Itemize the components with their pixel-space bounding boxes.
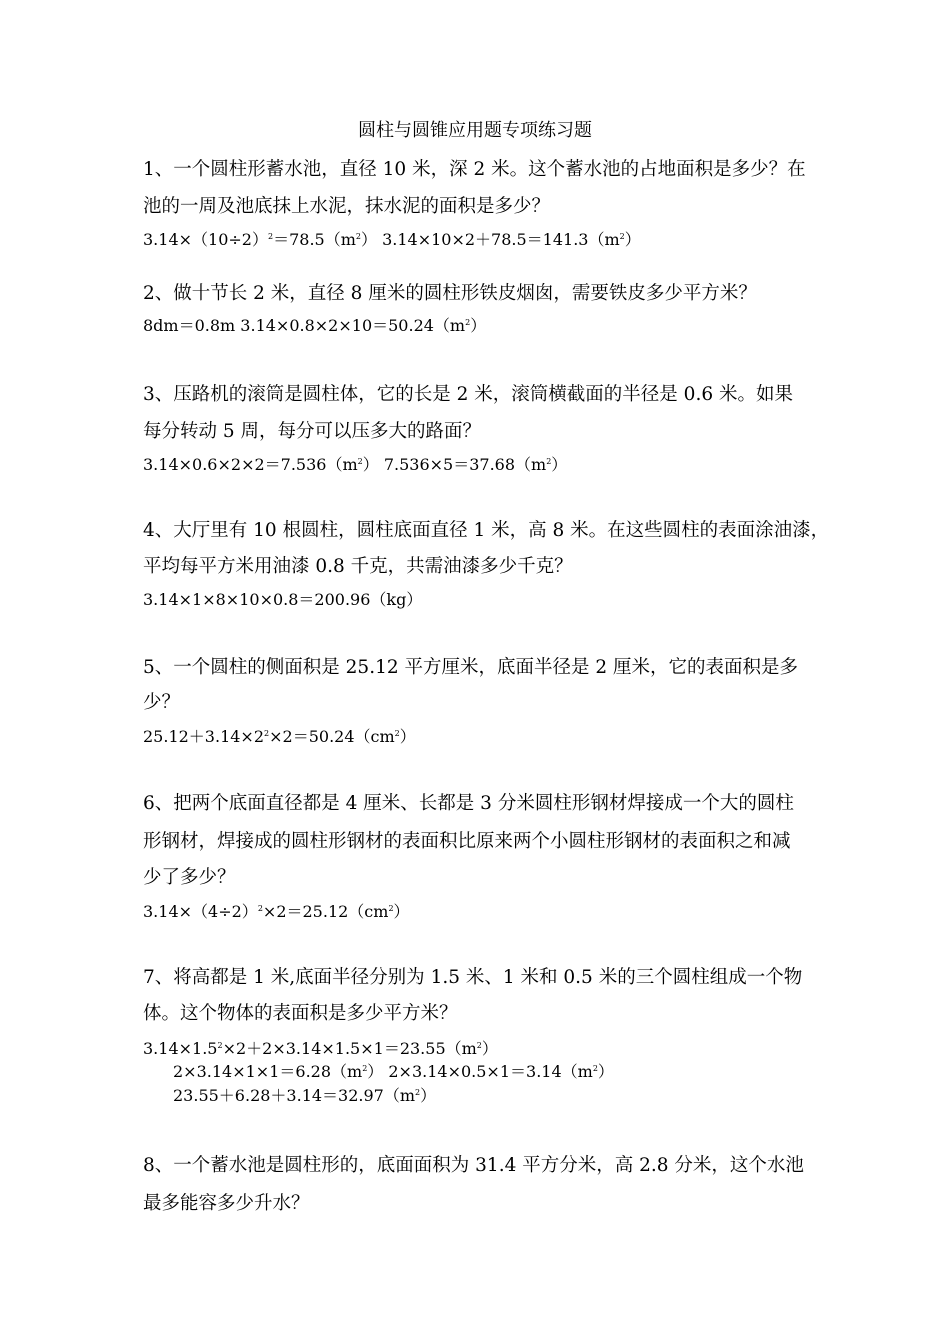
question-1-line-2: 池的一周及池底抹上水泥，抹水泥的面积是多少？ — [143, 196, 551, 217]
question-6-line-1: 6、把两个底面直径都是 4 厘米、长都是 3 分米圆柱形钢材焊接成一个大的圆柱 — [143, 793, 794, 814]
question-4-line-1: 4、大厅里有 10 根圆柱，圆柱底面直径 1 米，高 8 米。在这些圆柱的表面涂油漆， — [143, 520, 830, 541]
question-6-line-2: 形钢材，焊接成的圆柱形钢材的表面积比原来两个小圆柱形钢材的表面积之和减 — [143, 831, 791, 852]
answer-2: 8dm＝0.8m $3.14\times 0.8\times 2\times 10=50.24(m^2)$ — [143, 316, 487, 335]
question-6-line-3: 少了多少？ — [143, 867, 236, 888]
question-2-line-1: 2、做十节长 2 米，直径 8 厘米的圆柱形铁皮烟囱，需要铁皮多少平方米？ — [143, 283, 757, 304]
answer-7-line-2: $2\times 3.14\times 1\times 1=6.28(m^2)$ $2\times 3.14\times 0.5\times 1=3.14(m^2)$ — [173, 1062, 614, 1081]
question-1-line-1: 1、一个圆柱形蓄水池，直径 10 米，深 2 米。这个蓄水池的占地面积是多少？在 — [143, 159, 806, 180]
question-4-line-2: 平均每平方米用油漆 0.8 千克，共需油漆多少千克？ — [143, 556, 573, 577]
question-5-line-1: 5、一个圆柱的侧面积是 25.12 平方厘米，底面半径是 2 厘米，它的表面积是多 — [143, 657, 799, 678]
answer-6: $3.14\times(4\div 2)^2\times 2=25.12(cm^2)$ — [143, 902, 410, 921]
worksheet-title: 圆柱与圆锥应用题专项练习题 — [358, 120, 592, 141]
answer-3: $3.14\times 0.6\times 2\times 2=7.536(m^2)$ $7.536\times 5=37.68(m^2)$ — [143, 455, 568, 474]
question-7-line-2: 体。这个物体的表面积是多少平方米？ — [143, 1003, 458, 1024]
question-3-line-2: 每分转动 5 周，每分可以压多大的路面？ — [143, 421, 482, 442]
question-7-line-1: 7、将高都是 1 米,底面半径分别为 1.5 米、1 米和 0.5 米的三个圆柱组成一个物 — [143, 967, 803, 988]
answer-7-line-1: $3.14\times 1.5^2\times 2+2\times 3.14\times 1.5\times 1=23.55(m^2)$ — [143, 1039, 498, 1058]
answer-4: 3.14×1×8×10×0.8＝200.96（kg） — [143, 590, 423, 609]
answer-1: $3.14\times(10\div 2)^2=78.5(m^2)$ $3.14\times 10\times 2+78.5=141.3(m^2)$ — [143, 230, 641, 249]
answer-7-line-3: $23.55+6.28+3.14=32.97(m^2)$ — [173, 1086, 437, 1105]
answer-5: $25.12+3.14\times 2^2\times 2=50.24(cm^2)$ — [143, 727, 416, 746]
question-8-line-1: 8、一个蓄水池是圆柱形的，底面面积为 31.4 平方分米，高 2.8 分米，这个水池 — [143, 1155, 804, 1176]
question-5-line-2: 少？ — [143, 692, 181, 713]
question-3-line-1: 3、压路机的滚筒是圆柱体，它的长是 2 米，滚筒横截面的半径是 0.6 米。如果 — [143, 384, 793, 405]
question-8-line-2: 最多能容多少升水？ — [143, 1193, 310, 1214]
